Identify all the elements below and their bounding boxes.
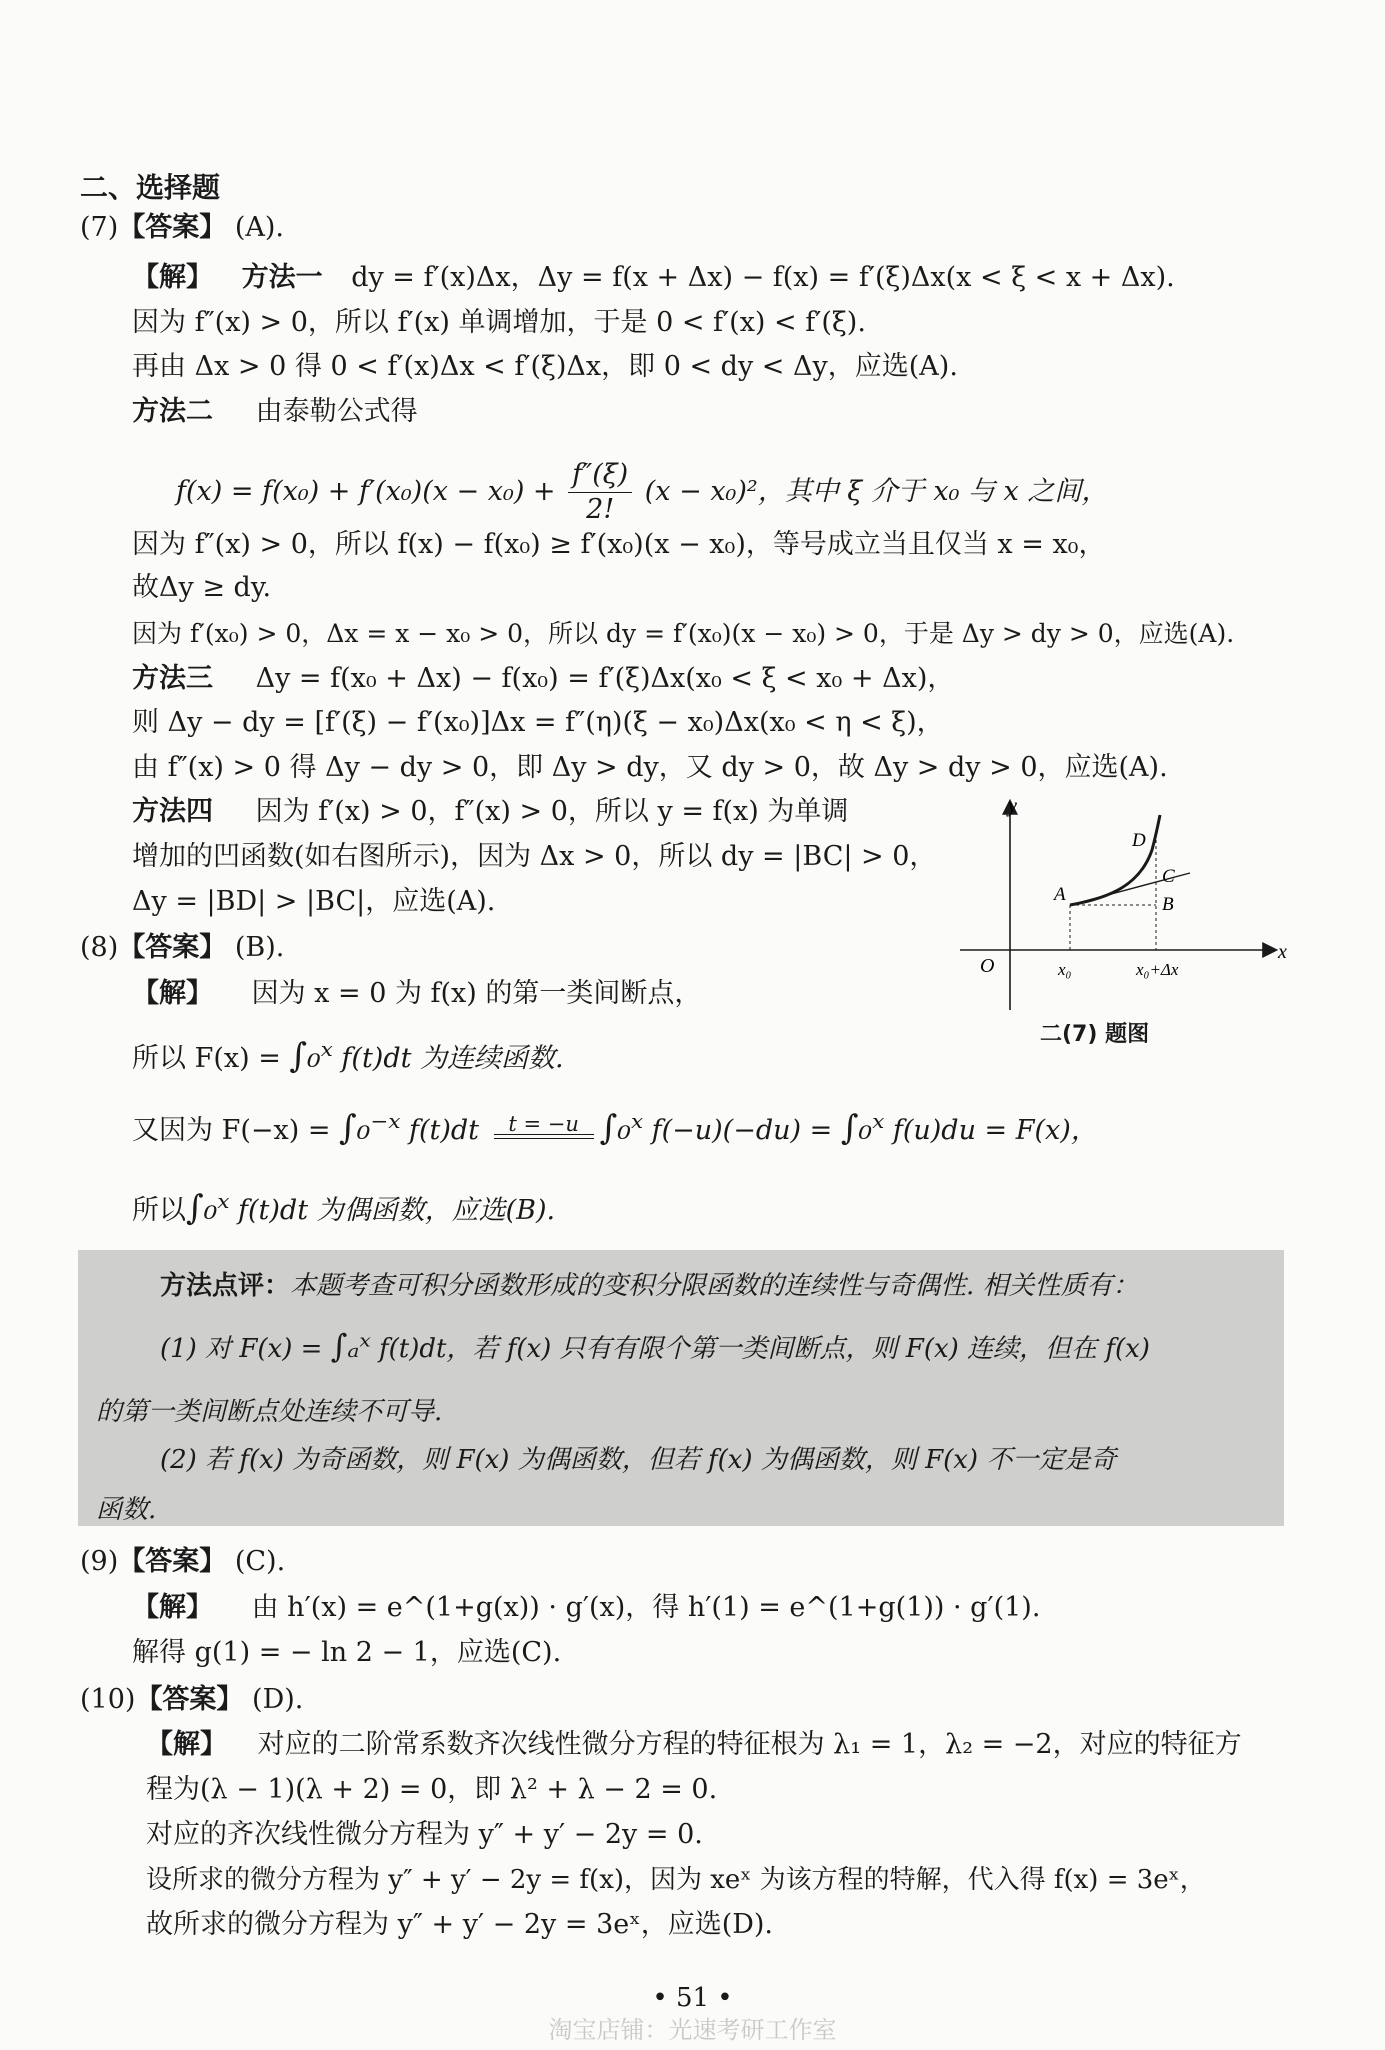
q10-line2: 程为(λ − 1)(λ + 2) = 0，即 λ² + λ − 2 = 0. <box>146 1774 718 1805</box>
taylor-frac-num: f″(ξ) <box>568 458 632 493</box>
q7-method1-line3: 再由 Δx > 0 得 0 < f′(x)Δx < f′(ξ)Δx，即 0 < dy < Δy，应选(A). <box>132 351 958 382</box>
q8-number: (8) <box>80 932 119 963</box>
q9-line1 <box>132 1588 1040 1628</box>
q7-method3-text: Δy = f(x₀ + Δx) − f(x₀) = f′(ξ)Δx(x₀ < ξ < x₀ + Δx)， <box>255 663 955 694</box>
q8-line1-text: 因为 x = 0 为 f(x) 的第一类间断点， <box>251 978 702 1009</box>
comment-title: 方法点评： <box>160 1271 291 1301</box>
q10-line3: 对应的齐次线性微分方程为 y″ + y′ − 2y = 0. <box>146 1819 703 1850</box>
q8-header <box>80 928 284 968</box>
taylor-frac-den: 2! <box>586 494 615 525</box>
integral-sign: ∫₀ˣ <box>599 1108 644 1148</box>
integral-sign: ∫₀ˣ <box>840 1108 885 1148</box>
integral-sign: ∫₀⁻ˣ <box>339 1108 401 1148</box>
comment-line1-text: 本题考查可积分函数形成的变积分限函数的连续性与奇偶性. 相关性质有： <box>290 1271 1139 1301</box>
page-number: • 51 • <box>652 1983 733 2013</box>
comment-line5: 函数. <box>96 1495 157 1525</box>
tick-x0: x₀ <box>1058 960 1072 979</box>
q7-method1-label: 方法一 <box>241 262 323 293</box>
q8-l4-post: f(t)dt 为偶函数，应选(B). <box>229 1195 556 1226</box>
comment-line2 <box>160 1326 1150 1369</box>
point-c-label: C <box>1162 866 1175 887</box>
q10-line1-text: 对应的二阶常系数齐次线性微分方程的特征根为 λ₁ = 1，λ₂ = −2，对应的特征方 <box>257 1729 1242 1760</box>
q7-method2-line4: 因为 f′(x₀) > 0，Δx = x − x₀ > 0，所以 dy = f′(x₀)(x − x₀) > 0，于是 Δy > dy > 0，应选(A). <box>132 619 1235 648</box>
q8-line3 <box>132 1108 1098 1151</box>
q10-line1 <box>146 1725 1242 1765</box>
q8-solution-label: 【解】 <box>132 978 213 1009</box>
substitution-arrow <box>494 1112 594 1139</box>
q8-l2-pre: 所以 F(x) = <box>132 1043 290 1074</box>
q7-solution-label: 【解】 <box>132 262 213 293</box>
q8-l3-mid2: f(−u)(−du) = <box>643 1115 841 1146</box>
q8-l3-pre: 又因为 F(−x) = <box>132 1115 340 1146</box>
curve <box>1070 815 1160 905</box>
q8-answer-label: 【答案】 <box>118 932 227 963</box>
q8-l2-post: f(t)dt 为连续函数. <box>332 1043 564 1074</box>
q7-answer: (A). <box>234 212 284 243</box>
watermark: 淘宝店铺：光速考研工作室 <box>548 2016 837 2044</box>
q7-method4-label: 方法四 <box>132 796 213 827</box>
x-axis-label: x <box>1278 941 1287 963</box>
figure-caption: 二(7) 题图 <box>1040 1022 1150 1047</box>
q7-method2-line2: 因为 f″(x) > 0，所以 f(x) − f(x₀) ≥ f′(x₀)(x − x₀)，等号成立当且仅当 x = x₀， <box>132 529 1106 560</box>
comment-line4: (2) 若 f(x) 为奇函数，则 F(x) 为偶函数，但若 f(x) 为偶函数，则 F(x) 不一定是奇 <box>160 1445 1117 1475</box>
q7-method4-text: 因为 f′(x) > 0，f″(x) > 0，所以 y = f(x) 为单调 <box>255 796 849 827</box>
integral-sign: ∫ₐˣ <box>330 1327 371 1365</box>
q9-line2: 解得 g(1) = − ln 2 − 1，应选(C). <box>132 1637 562 1668</box>
comment-line3: 的第一类间断点处连续不可导. <box>96 1397 443 1427</box>
q10-line5: 故所求的微分方程为 y″ + y′ − 2y = 3eˣ，应选(D). <box>146 1909 773 1940</box>
point-b-label: B <box>1162 894 1174 915</box>
origin-label: O <box>980 955 995 977</box>
q10-solution-label: 【解】 <box>146 1729 227 1760</box>
comment-l2-post: f(t)dt，若 f(x) 只有有限个第一类间断点，则 F(x) 连续，但在 f(x) <box>370 1334 1150 1364</box>
q10-answer-label: 【答案】 <box>135 1684 244 1715</box>
q7-method4-line3: Δy = |BD| > |BC|，应选(A). <box>132 886 496 917</box>
q10-header <box>80 1680 303 1720</box>
q7-method2-header <box>132 392 418 432</box>
q9-number: (9) <box>80 1546 119 1577</box>
point-d-label: D <box>1132 830 1146 851</box>
q7-number: (7) <box>80 212 119 243</box>
taylor-right: (x − x₀)²，其中 ξ 介于 x₀ 与 x 之间， <box>644 476 1109 507</box>
q7-answer-label: 【答案】 <box>118 212 227 243</box>
q10-answer: (D). <box>252 1684 304 1715</box>
q8-answer: (B). <box>234 932 285 963</box>
q9-answer-label: 【答案】 <box>118 1546 227 1577</box>
q8-line4 <box>132 1188 555 1231</box>
y-axis-label: y <box>1008 795 1017 817</box>
q10-line4: 设所求的微分方程为 y″ + y′ − 2y = f(x)，因为 xeˣ 为该方程的特解，代入得 f(x) = 3eˣ， <box>146 1865 1206 1895</box>
q7-method1-line2: 因为 f″(x) > 0，所以 f′(x) 单调增加，于是 0 < f′(x) < f′(ξ). <box>132 307 866 338</box>
tick-x0dx: x₀+Δx <box>1136 960 1179 979</box>
taylor-fraction <box>568 458 632 527</box>
q7-header <box>80 208 284 248</box>
q7-method2-line3: 故Δy ≥ dy. <box>132 572 272 603</box>
q8-l4-pre: 所以 <box>132 1195 186 1226</box>
q7-method3-line1 <box>132 659 954 699</box>
q7-method4-line1 <box>132 792 848 832</box>
point-a-label: A <box>1054 884 1066 905</box>
q10-number: (10) <box>80 1684 136 1715</box>
q7-method3-label: 方法三 <box>132 663 213 694</box>
substitution-label: t = −u <box>508 1112 579 1136</box>
comment-l2-pre: (1) 对 F(x) = <box>160 1334 331 1364</box>
q7-method2-label: 方法二 <box>132 396 213 427</box>
q8-line1 <box>132 974 701 1014</box>
q8-l3-mid1: f(t)dt <box>400 1115 488 1146</box>
q9-header <box>80 1542 285 1582</box>
q9-answer: (C). <box>234 1546 286 1577</box>
taylor-left: f(x) = f(x₀) + f′(x₀)(x − x₀) + <box>176 476 565 507</box>
q7-method1-text: dy = f′(x)Δx，Δy = f(x + Δx) − f(x) = f′(ξ)Δx(x < ξ < x + Δx). <box>351 262 1175 293</box>
q9-solution-label: 【解】 <box>132 1592 213 1623</box>
q7-method1-line1 <box>132 258 1175 298</box>
q7-method3-line2: 则 Δy − dy = [f′(ξ) − f′(x₀)]Δx = f″(η)(ξ − x₀)Δx(x₀ < η < ξ)， <box>132 707 944 738</box>
q7-method2-text: 由泰勒公式得 <box>255 396 418 427</box>
q9-line1-text: 由 h′(x) = e^(1+g(x)) · g′(x)，得 h′(1) = e^(1+g(1)) · g′(1). <box>251 1592 1041 1623</box>
integral-sign: ∫₀ˣ <box>186 1188 230 1228</box>
section-title: 二、选择题 <box>80 171 221 204</box>
q7-figure <box>960 790 1300 1050</box>
q7-method3-line3: 由 f″(x) > 0 得 Δy − dy > 0，即 Δy > dy，又 dy > 0，故 Δy > dy > 0，应选(A). <box>132 752 1168 783</box>
q7-method4-line2: 增加的凹函数(如右图所示)，因为 Δx > 0，所以 dy = |BC| > 0， <box>132 841 937 872</box>
comment-line1 <box>160 1266 1139 1306</box>
q8-line2 <box>132 1036 564 1079</box>
integral-sign: ∫₀ˣ <box>289 1036 333 1076</box>
q7-taylor-formula <box>176 458 1108 527</box>
q8-l3-end: f(u)du = F(x)， <box>884 1115 1098 1146</box>
